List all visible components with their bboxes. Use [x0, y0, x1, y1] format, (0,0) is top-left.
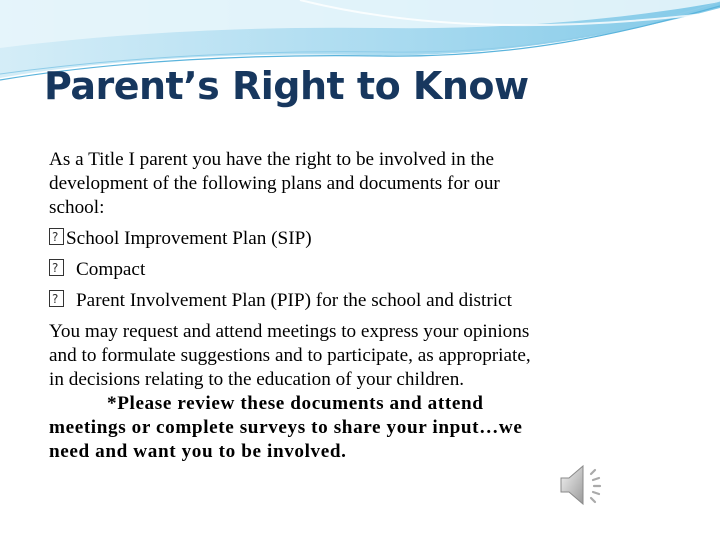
request-paragraph — [49, 320, 669, 392]
bullet-text: School Improvement Plan (SIP) — [66, 228, 312, 249]
note-line: *Please review these documents and attend — [107, 393, 484, 414]
slide-title: Parent’s Right to Know — [44, 64, 529, 108]
intro-line: development of the following plans and documents for our — [49, 173, 500, 194]
bullet-item — [49, 227, 669, 251]
bullet-item — [49, 258, 669, 282]
request-line: and to formulate suggestions and to participate, as appropriate, — [49, 345, 531, 366]
missing-glyph-icon — [49, 290, 64, 307]
intro-line: As a Title I parent you have the right to be involved in the — [49, 149, 494, 170]
slide-body — [49, 148, 669, 464]
bullet-text: Parent Involvement Plan (PIP) for the school and district — [76, 290, 512, 311]
note-paragraph — [49, 392, 669, 464]
request-line: in decisions relating to the education of your children. — [49, 369, 465, 390]
missing-glyph-icon — [49, 259, 64, 276]
bullet-text: Compact — [76, 259, 146, 280]
note-line: need and want you to be involved. — [49, 441, 347, 462]
note-line: meetings or complete surveys to share your input…we — [49, 417, 523, 438]
missing-glyph-icon — [49, 228, 64, 245]
request-line: You may request and attend meetings to express your opinions — [49, 321, 530, 342]
intro-line: school: — [49, 197, 105, 218]
speaker-icon[interactable] — [553, 460, 613, 510]
bullet-item — [49, 289, 669, 313]
